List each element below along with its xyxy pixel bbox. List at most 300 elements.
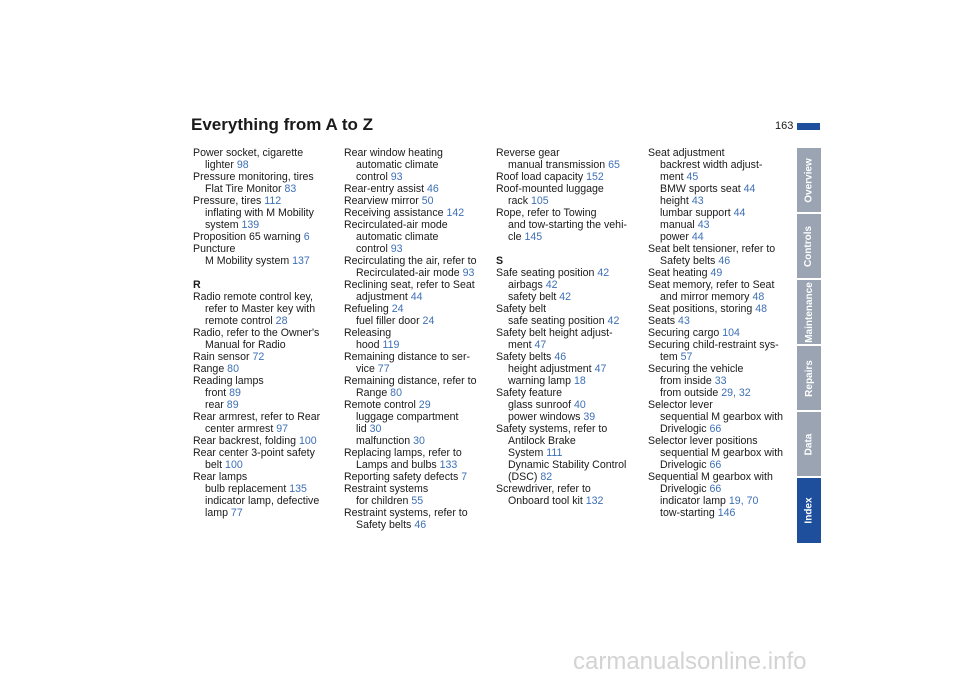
index-entry-text: automatic climate (356, 159, 439, 171)
index-entry-text: inflating with M Mobility (205, 207, 314, 219)
index-entry (496, 267, 636, 279)
index-entry-text: cle (508, 231, 522, 243)
index-entry (648, 267, 788, 279)
index-entry-text: indicator lamp (660, 495, 726, 507)
index-entry-text: for children (356, 495, 409, 507)
page-reference-link[interactable]: 47 (534, 339, 547, 351)
index-entry-text: malfunction (356, 435, 411, 447)
index-entry-text: rack (508, 195, 529, 207)
page-reference-link[interactable]: 44 (743, 183, 756, 195)
index-entry-text: airbags (508, 279, 543, 291)
page-reference-link[interactable]: 42 (545, 279, 558, 291)
index-entry-text: ment (508, 339, 532, 351)
index-letter-heading (193, 279, 333, 291)
page-reference-link[interactable]: 135 (289, 483, 307, 495)
index-entry-text: system (205, 219, 239, 231)
index-entry-text: power (660, 231, 689, 243)
tab-label: Overview (803, 157, 815, 203)
page-reference-link[interactable]: 30 (369, 423, 382, 435)
index-entry (193, 351, 333, 363)
index-entry-text: Onboard tool kit (508, 495, 583, 507)
index-entry (496, 411, 636, 423)
index-entry-text: Safe seating position (496, 267, 595, 279)
page-reference-link[interactable]: 132 (585, 495, 604, 507)
index-entry-text: lamp (205, 507, 228, 519)
page-reference-link[interactable]: 42 (559, 291, 572, 303)
page-reference-link[interactable]: 44 (410, 291, 423, 303)
index-entry (344, 255, 484, 267)
index-entry-text: Refueling (344, 303, 389, 315)
tab-maintenance[interactable] (797, 280, 821, 344)
index-entry (344, 315, 484, 327)
index-entry (193, 243, 333, 255)
index-entry-text: Radio remote control key, (193, 291, 313, 303)
index-entry (344, 207, 484, 219)
index-entry (193, 171, 333, 183)
page-reference-link[interactable]: 43 (691, 195, 704, 207)
index-entry-text: sequential M gearbox with (660, 447, 784, 459)
index-entry-text: height (660, 195, 689, 207)
index-entry (496, 303, 636, 315)
index-entry-text: M Mobility system (205, 255, 290, 267)
index-entry-text: Safety belts (356, 519, 412, 531)
index-entry-text: Selector lever positions (648, 435, 758, 447)
page-reference-link[interactable]: 139 (241, 219, 260, 231)
index-entry (496, 279, 636, 291)
index-entry-text: Screwdriver, refer to (496, 483, 591, 495)
page-reference-link[interactable]: 145 (524, 231, 543, 243)
index-entry-text: warning lamp (508, 375, 572, 387)
index-entry (193, 291, 333, 303)
page-reference-link[interactable]: 39 (583, 411, 596, 423)
index-entry (344, 243, 484, 255)
index-entry-text: Safety belts (496, 351, 552, 363)
index-entry-text: Power socket, cigarette (193, 147, 304, 159)
page-reference-link[interactable]: 119 (382, 339, 400, 351)
page-reference-link[interactable]: 80 (390, 387, 402, 399)
index-entry (344, 351, 484, 363)
index-entry-text: refer to Master key with (205, 303, 316, 315)
index-entry-text: Reading lamps (193, 375, 264, 387)
tab-label: Index (803, 497, 815, 524)
page-reference-link[interactable]: 89 (229, 387, 241, 399)
index-entry-text: Remaining distance to ser- (344, 351, 471, 363)
tab-label: Maintenance (803, 281, 815, 343)
page-reference-link[interactable]: 19, 70 (728, 495, 759, 507)
page-reference-link[interactable]: 24 (391, 303, 404, 315)
page-reference-link[interactable]: 89 (226, 399, 239, 411)
index-entry-text: Drivelogic (660, 423, 707, 435)
index-entry (648, 219, 788, 231)
index-entry-text: Securing child-restraint sys- (648, 339, 779, 351)
index-entry-text: Recirculated-air mode (356, 267, 460, 279)
index-entry (193, 387, 333, 399)
page-reference-link[interactable]: 93 (390, 171, 403, 183)
index-entry (193, 363, 333, 375)
index-entry (496, 471, 636, 483)
index-entry (648, 291, 788, 303)
index-entry (193, 195, 333, 207)
index-entry-text: Seat heating (648, 267, 708, 279)
index-entry-text: center armrest (205, 423, 274, 435)
index-entry-text: adjustment (356, 291, 408, 303)
page-reference-link[interactable]: 152 (586, 171, 604, 183)
page-reference-link[interactable]: 42 (597, 267, 610, 279)
index-entry (496, 387, 636, 399)
page-reference-link[interactable]: 57 (680, 351, 693, 363)
page-reference-link[interactable]: 46 (427, 183, 439, 195)
page-reference-link[interactable]: 66 (709, 483, 722, 495)
index-entry-text: Rear center 3-point safety (193, 447, 315, 459)
index-entry-text: Remaining distance, refer to (344, 375, 477, 387)
index-entry-text: ment (660, 171, 684, 183)
index-entry-text: belt (205, 459, 223, 471)
index-entry (193, 207, 333, 219)
index-entry-text: Replacing lamps, refer to (344, 447, 462, 459)
index-entry-text: Dynamic Stability Control (508, 459, 627, 471)
tab-overview[interactable] (797, 148, 821, 212)
index-entry (344, 303, 484, 315)
index-entry-text: Drivelogic (660, 459, 707, 471)
index-entry (193, 219, 333, 231)
index-entry (496, 375, 636, 387)
index-entry (496, 399, 636, 411)
index-entry (193, 495, 333, 507)
index-entry (344, 483, 484, 495)
index-entry-text: Seat memory, refer to Seat (648, 279, 775, 291)
index-entry-text: sequential M gearbox with (660, 411, 784, 423)
index-entry-text: Range (193, 363, 225, 375)
index-entry (648, 159, 788, 171)
index-entry-text: safe seating position (508, 315, 605, 327)
index-entry-text: Radio, refer to the Owner's (193, 327, 320, 339)
index-entry (648, 435, 788, 447)
index-entry-text: indicator lamp, defective (205, 495, 320, 507)
index-entry-text: Antilock Brake (508, 435, 576, 447)
page-reference-link[interactable]: 29, 32 (721, 387, 751, 399)
index-entry-text: vice (356, 363, 375, 375)
index-entry (496, 171, 636, 183)
index-entry (344, 447, 484, 459)
index-entry-text: Rear-entry assist (344, 183, 425, 195)
index-entry (648, 243, 788, 255)
page-reference-link[interactable]: 48 (752, 291, 765, 303)
page-reference-link[interactable]: 30 (413, 435, 425, 447)
index-entry (344, 267, 484, 279)
index-entry-text: Roof load capacity (496, 171, 584, 183)
index-entry (344, 423, 484, 435)
page-reference-link[interactable]: 137 (292, 255, 310, 267)
index-entry (648, 459, 788, 471)
index-entry (496, 339, 636, 351)
page-reference-link[interactable]: 93 (462, 267, 475, 279)
page-reference-link[interactable]: 104 (722, 327, 740, 339)
index-entry-text: Releasing (344, 327, 392, 339)
index-entry (648, 315, 788, 327)
index-entry-text: rear (205, 399, 224, 411)
index-entry (193, 327, 333, 339)
index-entry-text: Seat belt tensioner, refer to (648, 243, 776, 255)
index-entry-text: from inside (660, 375, 712, 387)
page-reference-link[interactable]: 111 (546, 447, 563, 459)
index-entry-text: Seat adjustment (648, 147, 725, 159)
index-entry-text: hood (356, 339, 380, 351)
index-entry-text: manual (660, 219, 695, 231)
index-entry (496, 291, 636, 303)
index-entry (193, 159, 333, 171)
page-reference-link[interactable]: 42 (607, 315, 620, 327)
index-entry-text: Rear armrest, refer to Rear (193, 411, 321, 423)
index-entry-text: from outside (660, 387, 719, 399)
index-entry (193, 147, 333, 159)
index-entry-text: Reporting safety defects (344, 471, 459, 483)
index-entry-text: Seats (648, 315, 676, 327)
page-reference-link[interactable]: 18 (573, 375, 586, 387)
index-entry-text: fuel filler door (356, 315, 420, 327)
index-entry-text: Recirculating the air, refer to (344, 255, 477, 267)
page-reference-link[interactable]: 44 (733, 207, 746, 219)
index-entry (496, 147, 636, 159)
index-entry-text: power windows (508, 411, 581, 423)
page-reference-link[interactable]: 83 (284, 183, 297, 195)
index-entry-text: lumbar support (660, 207, 731, 219)
index-entry (648, 351, 788, 363)
page-reference-link[interactable]: 6 (303, 231, 310, 243)
index-entry-text: lid (356, 423, 367, 435)
tab-repairs[interactable] (797, 346, 821, 410)
index-entry-text: Proposition 65 warning (193, 231, 301, 243)
index-entry-text: Recirculated-air mode (344, 219, 448, 231)
index-entry (648, 363, 788, 375)
index-entry (344, 435, 484, 447)
index-entry (496, 459, 636, 471)
index-entry-text: R (193, 279, 201, 291)
page-reference-link[interactable]: 47 (594, 363, 607, 375)
page-reference-link[interactable]: 43 (697, 219, 710, 231)
page-reference-link[interactable]: 98 (236, 159, 249, 171)
index-entry-text: tow-starting (660, 507, 715, 519)
index-entry (648, 183, 788, 195)
page-reference-link[interactable]: 65 (608, 159, 620, 171)
index-entry-text: Pressure monitoring, tires (193, 171, 314, 183)
index-entry (344, 459, 484, 471)
index-entry (648, 231, 788, 243)
index-entry-text: Reverse gear (496, 147, 560, 159)
index-entry (496, 159, 636, 171)
index-entry-text: Seat positions, storing (648, 303, 753, 315)
page-reference-link[interactable]: 133 (439, 459, 458, 471)
page-reference-link[interactable]: 46 (718, 255, 731, 267)
index-entry (344, 471, 484, 483)
index-entry (496, 423, 636, 435)
page-reference-link[interactable]: 43 (678, 315, 690, 327)
index-entry-text: Rearview mirror (344, 195, 419, 207)
index-entry-text: Manual for Radio (205, 339, 286, 351)
index-entry (496, 351, 636, 363)
index-entry-text: control (356, 243, 388, 255)
index-entry-text: Safety belt height adjust- (496, 327, 613, 339)
index-entry-text: Drivelogic (660, 483, 707, 495)
index-entry (648, 471, 788, 483)
index-entry (193, 411, 333, 423)
tab-controls[interactable] (797, 214, 821, 278)
index-entry-text: Restraint systems (344, 483, 429, 495)
index-entry (193, 183, 333, 195)
index-entry (648, 147, 788, 159)
page-reference-link[interactable]: 24 (422, 315, 435, 327)
page-reference-link[interactable]: 146 (717, 507, 736, 519)
index-entry (344, 147, 484, 159)
index-entry-text: Pressure, tires (193, 195, 262, 207)
index-entry-text: Flat Tire Monitor (205, 183, 282, 195)
index-column-1 (193, 147, 333, 519)
index-entry (648, 507, 788, 519)
index-entry-text: Safety belt (496, 303, 547, 315)
index-entry (648, 411, 788, 423)
page-reference-link[interactable]: 66 (709, 423, 722, 435)
page-reference-link[interactable]: 100 (299, 435, 317, 447)
tab-index[interactable] (797, 478, 821, 543)
index-entry-text: Rear lamps (193, 471, 248, 483)
index-entry-text: Remote control (344, 399, 416, 411)
index-entry-text: Receiving assistance (344, 207, 444, 219)
watermark: carmanualsonline.info (573, 648, 807, 675)
index-entry-text: manual transmission (508, 159, 606, 171)
index-entry (648, 495, 788, 507)
page-reference-link[interactable]: 77 (230, 507, 243, 519)
tab-label: Repairs (803, 359, 815, 397)
index-entry (496, 219, 636, 231)
index-entry-text: Puncture (193, 243, 236, 255)
page-reference-link[interactable]: 40 (573, 399, 586, 411)
index-entry (193, 231, 333, 243)
index-entry-text: Rear backrest, folding (193, 435, 297, 447)
index-entry-text: Safety systems, refer to (496, 423, 608, 435)
page-reference-link[interactable]: 82 (540, 471, 553, 483)
tab-label: Controls (803, 225, 815, 267)
index-entry-text: remote control (205, 315, 273, 327)
page-reference-link[interactable]: 100 (225, 459, 243, 471)
index-entry-text: Securing cargo (648, 327, 720, 339)
index-entry (648, 447, 788, 459)
index-entry (496, 363, 636, 375)
index-entry-text: Lamps and bulbs (356, 459, 437, 471)
page-number-bar (797, 123, 820, 130)
index-entry (496, 327, 636, 339)
page-reference-link[interactable]: 7 (461, 471, 468, 483)
index-entry (648, 423, 788, 435)
index-entry-text: Securing the vehicle (648, 363, 744, 375)
index-entry (344, 339, 484, 351)
page-reference-link[interactable]: 29 (418, 399, 431, 411)
index-entry-text: Rain sensor (193, 351, 250, 363)
index-entry (648, 279, 788, 291)
index-entry-text: Rope, refer to Towing (496, 207, 597, 219)
index-entry (496, 195, 636, 207)
index-entry (344, 387, 484, 399)
index-entry-text: Restraint systems, refer to (344, 507, 468, 519)
index-entry (648, 339, 788, 351)
index-column-2 (344, 147, 484, 531)
index-letter-heading (496, 255, 636, 267)
tab-data[interactable] (797, 412, 821, 476)
index-entry (193, 447, 333, 459)
page-reference-link[interactable]: 45 (686, 171, 699, 183)
index-entry (193, 399, 333, 411)
index-entry (344, 231, 484, 243)
page-reference-link[interactable]: 28 (275, 315, 288, 327)
index-entry (193, 435, 333, 447)
index-entry-text: safety belt (508, 291, 557, 303)
index-entry (496, 495, 636, 507)
index-entry (344, 195, 484, 207)
page-reference-link[interactable]: 33 (714, 375, 727, 387)
index-entry-text: Range (356, 387, 388, 399)
page-reference-link[interactable]: 49 (710, 267, 723, 279)
index-entry-text: Sequential M gearbox with (648, 471, 773, 483)
index-entry-text: Selector lever (648, 399, 713, 411)
page-reference-link[interactable]: 105 (530, 195, 549, 207)
page-reference-link[interactable]: 142 (446, 207, 465, 219)
index-entry-text: backrest width adjust- (660, 159, 763, 171)
index-entry (648, 483, 788, 495)
index-entry (648, 255, 788, 267)
page-title: Everything from A to Z (191, 115, 373, 134)
page-reference-link[interactable]: 112 (264, 195, 282, 207)
index-entry-text: height adjustment (508, 363, 592, 375)
index-entry-text: control (356, 171, 388, 183)
index-entry-text: Roof-mounted luggage (496, 183, 604, 195)
index-entry (193, 375, 333, 387)
index-entry (496, 207, 636, 219)
page-reference-link[interactable]: 72 (252, 351, 265, 363)
index-entry (648, 207, 788, 219)
page-reference-link[interactable]: 93 (390, 243, 403, 255)
index-entry (193, 339, 333, 351)
index-entry-text: tem (660, 351, 678, 363)
page-reference-link[interactable]: 77 (377, 363, 390, 375)
index-entry (344, 183, 484, 195)
index-entry (193, 483, 333, 495)
index-entry-text: System (508, 447, 544, 459)
index-entry (344, 327, 484, 339)
page-reference-link[interactable]: 46 (414, 519, 427, 531)
page-reference-link[interactable]: 80 (227, 363, 239, 375)
page-reference-link[interactable]: 55 (411, 495, 424, 507)
page-reference-link[interactable]: 46 (554, 351, 567, 363)
index-entry-text: and mirror memory (660, 291, 750, 303)
index-entry (193, 507, 333, 519)
index-entry (496, 447, 636, 459)
page-reference-link[interactable]: 44 (691, 231, 704, 243)
index-entry-text: lighter (205, 159, 234, 171)
index-column-4 (648, 147, 788, 519)
index-entry-text: glass sunroof (508, 399, 572, 411)
page-reference-link[interactable]: 66 (709, 459, 722, 471)
index-entry (344, 519, 484, 531)
index-entry (648, 399, 788, 411)
page-reference-link[interactable]: 97 (276, 423, 289, 435)
page-reference-link[interactable]: 50 (421, 195, 434, 207)
index-entry (344, 495, 484, 507)
index-column-3 (496, 147, 636, 507)
page-number: 163 (775, 120, 794, 132)
page-reference-link[interactable]: 48 (755, 303, 767, 315)
index-entry-text: Safety belts (660, 255, 716, 267)
index-entry (193, 303, 333, 315)
index-entry (344, 363, 484, 375)
index-entry (344, 375, 484, 387)
